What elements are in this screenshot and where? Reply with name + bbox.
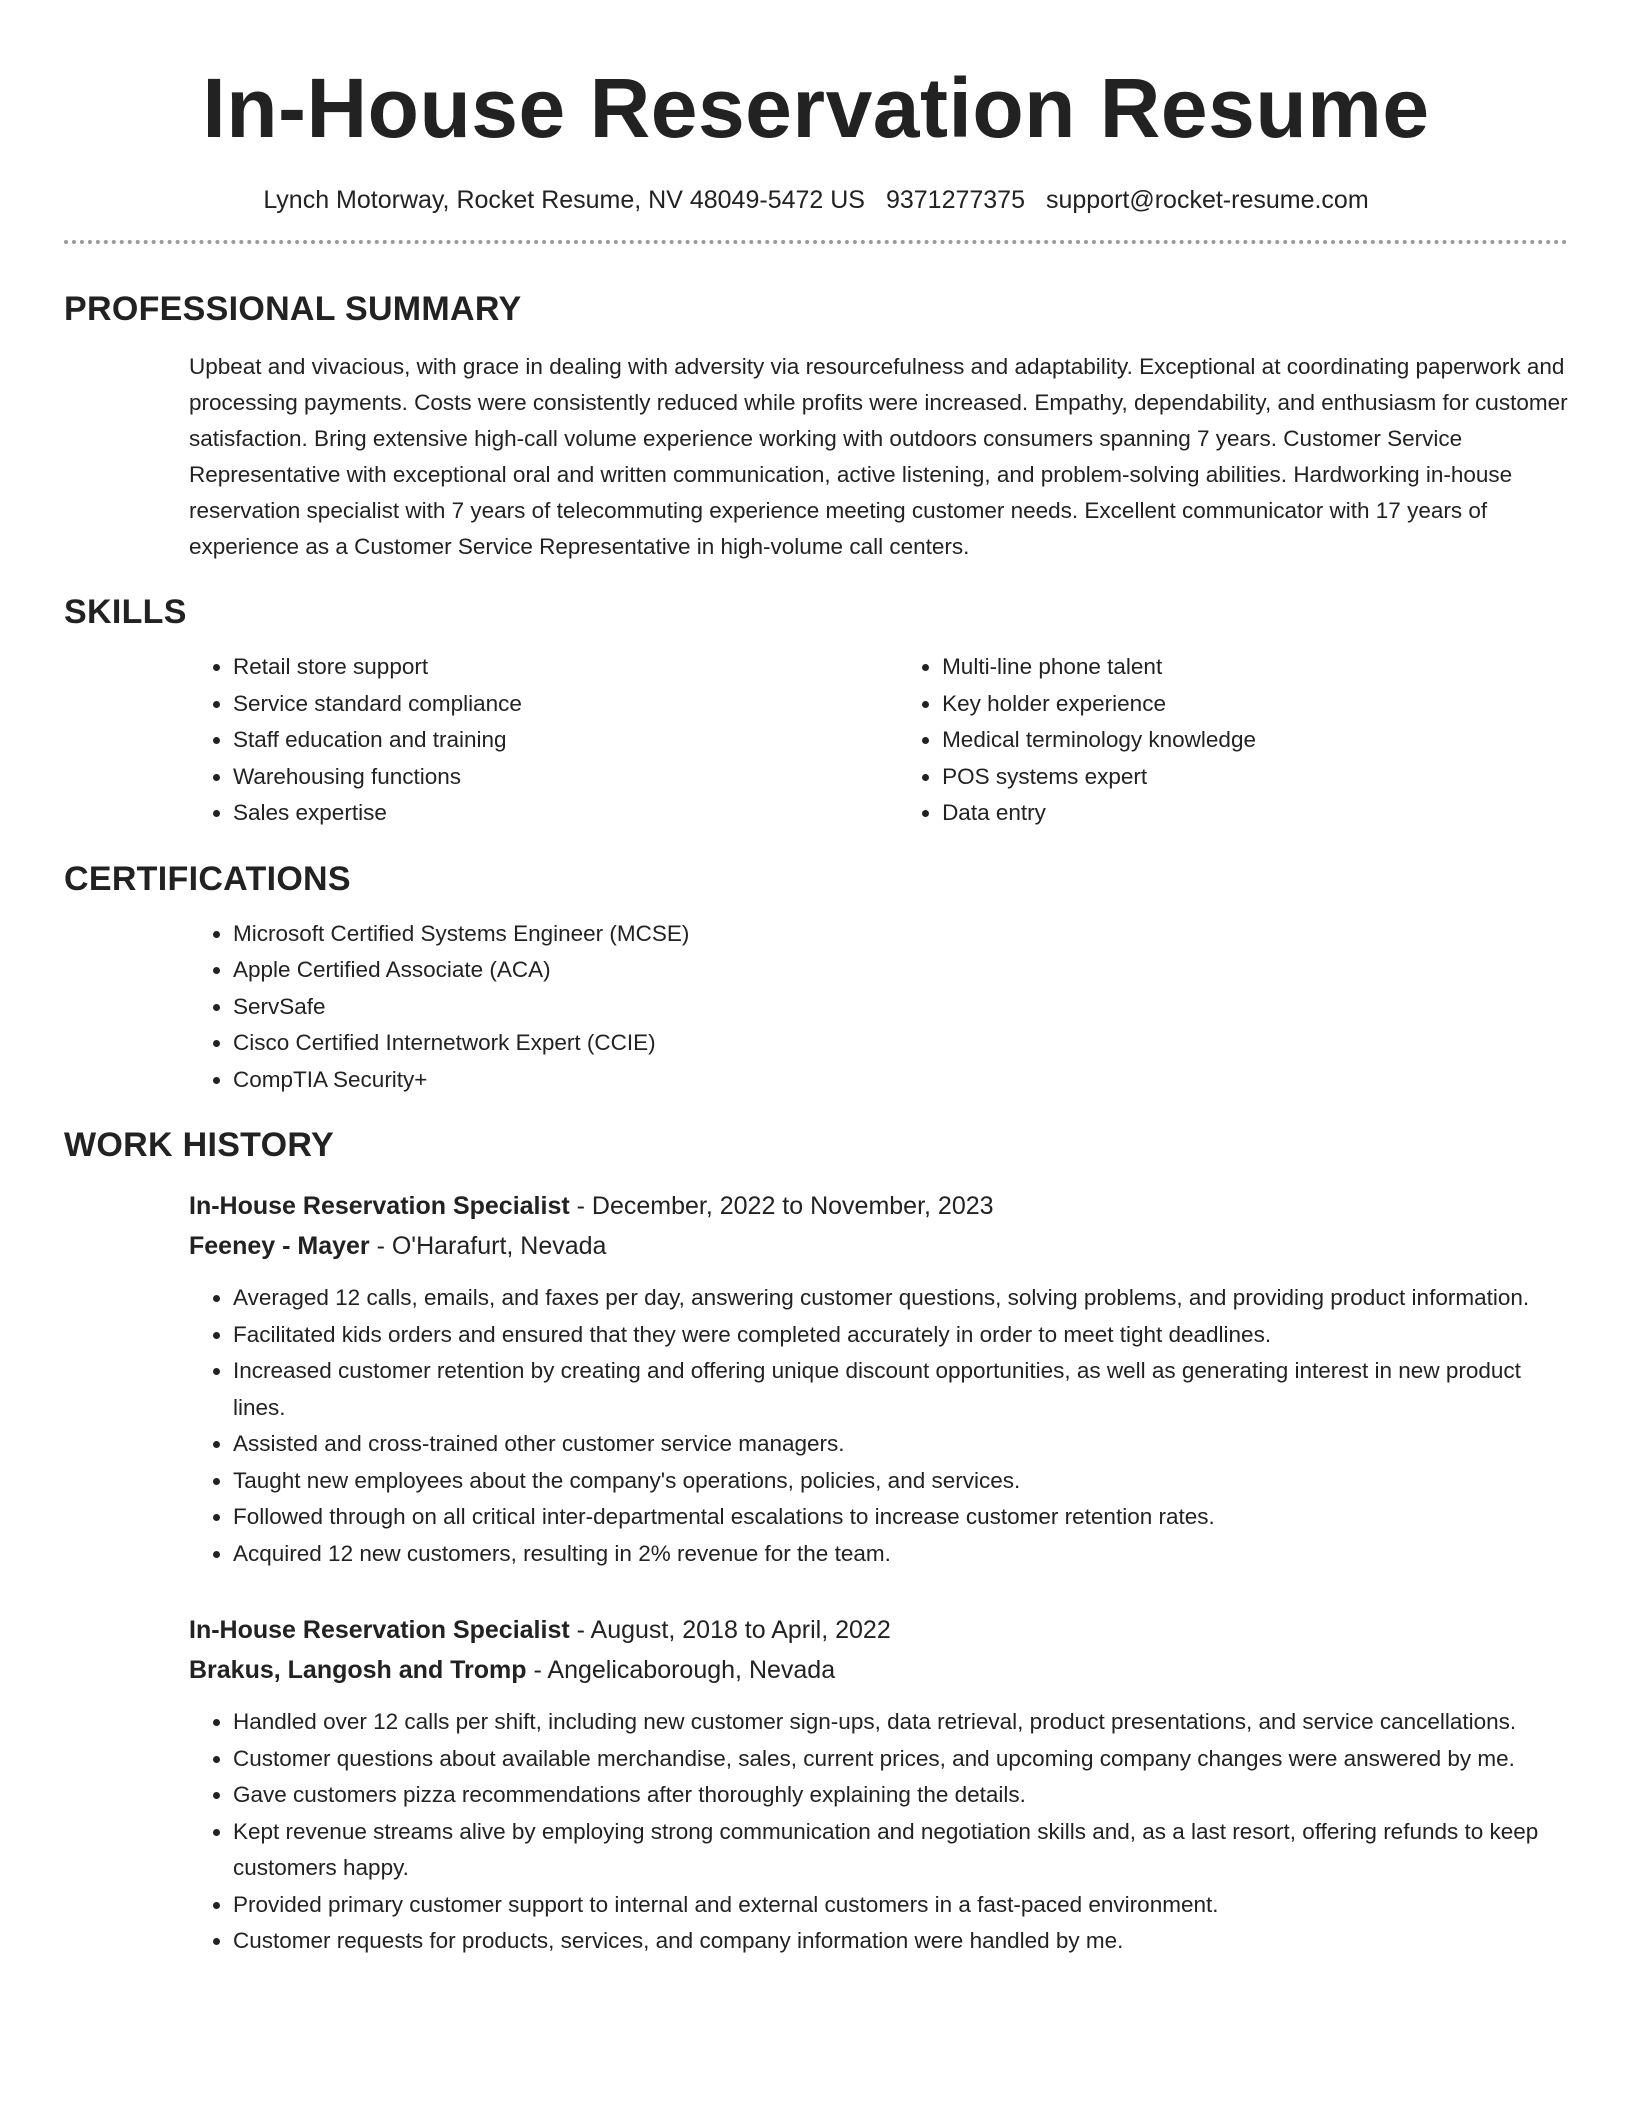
skill-item: • Staff education and training: [233, 722, 898, 759]
resume-title: In-House Reservation Resume: [202, 61, 1430, 155]
skill-item: • Data entry: [942, 795, 1568, 832]
job-bullet: • Handled over 12 calls per shift, including new customer sign-ups, data retrieval, product presentations, and service cancellations.: [233, 1704, 1568, 1741]
certification-item: • Microsoft Certified Systems Engineer (MCSE): [233, 916, 1568, 953]
job-title-line: [189, 1186, 1568, 1226]
job-bullet: • Assisted and cross-trained other customer service managers.: [233, 1426, 1568, 1463]
skill-item: • POS systems expert: [942, 759, 1568, 796]
skills-column-right: [898, 649, 1568, 832]
job-bullet: • Gave customers pizza recommendations after thoroughly explaining the details.: [233, 1777, 1568, 1814]
certification-item: • ServSafe: [233, 989, 1568, 1026]
certification-item: • Cisco Certified Internetwork Expert (CCIE): [233, 1025, 1568, 1062]
job-bullets: [189, 1704, 1568, 1960]
skills-list: [189, 649, 1568, 832]
skills-heading: SKILLS: [64, 593, 187, 631]
certifications-heading: CERTIFICATIONS: [64, 859, 351, 898]
job-bullet: • Averaged 12 calls, emails, and faxes per day, answering customer questions, solving problems, and providing product information.: [233, 1280, 1568, 1317]
work-history-heading: WORK HISTORY: [64, 1126, 334, 1164]
skill-item: • Service standard compliance: [233, 686, 898, 723]
job-bullets: [189, 1280, 1568, 1572]
job-dates: - August, 2018 to April, 2022: [569, 1616, 891, 1644]
job-bullet: • Kept revenue streams alive by employing strong communication and negotiation skills and, as a last resort, offering refunds to keep customers happy.: [233, 1814, 1568, 1887]
job-bullet: • Acquired 12 new customers, resulting in 2% revenue for the team.: [233, 1536, 1568, 1573]
contact-address: Lynch Motorway, Rocket Resume, NV 48049-5472 US: [263, 186, 865, 214]
job-title: In-House Reservation Specialist: [189, 1616, 570, 1644]
resume-page: [64, 0, 1568, 1960]
skill-item: • Multi-line phone talent: [942, 649, 1568, 686]
header-divider: [64, 240, 1568, 244]
job-company-line: [189, 1650, 1568, 1690]
job-bullet: • Followed through on all critical inter-departmental escalations to increase customer retention rates.: [233, 1499, 1568, 1536]
job-bullet: • Increased customer retention by creating and offering unique discount opportunities, as well as generating interest in new product lines.: [233, 1353, 1568, 1426]
job-entry: [189, 1610, 1568, 1960]
job-bullet: • Facilitated kids orders and ensured that they were completed accurately in order to meet tight deadlines.: [233, 1317, 1568, 1354]
job-entry: [189, 1186, 1568, 1572]
job-location: - O'Harafurt, Nevada: [369, 1232, 607, 1260]
contact-line: [64, 184, 1568, 216]
skill-item: • Medical terminology knowledge: [942, 722, 1568, 759]
certifications-list: [189, 916, 1568, 1099]
summary-heading: PROFESSIONAL SUMMARY: [64, 290, 522, 328]
job-company: Feeney - Mayer: [189, 1232, 370, 1260]
skills-column-left: [189, 649, 898, 832]
skill-item: • Retail store support: [233, 649, 898, 686]
job-dates: - December, 2022 to November, 2023: [569, 1192, 994, 1220]
job-company: Brakus, Langosh and Tromp: [189, 1656, 527, 1684]
job-location: - Angelicaborough, Nevada: [526, 1656, 836, 1684]
job-bullet: • Customer requests for products, services, and company information were handled by me.: [233, 1923, 1568, 1960]
summary-text: Upbeat and vivacious, with grace in dealing with adversity via resourcefulness and adaptability. Exceptional at coordinating paperwork and processing payments. Costs were consistently reduced while profits were increased. Empathy, dependability, and enthusiasm for customer satisfaction. Bring extensive high-call volume experience working with outdoors consumers spanning 7 years. Customer Service Representative with exceptional oral and written communication, active listening, and problem-solving abilities. Hardworking in-house reservation specialist with 7 years of telecommuting experience meeting customer needs. Excellent communicator with 17 years of experience as a Customer Service Representative in high-volume call centers.: [189, 354, 1568, 559]
skill-item: • Key holder experience: [942, 686, 1568, 723]
job-bullet: • Taught new employees about the company's operations, policies, and services.: [233, 1463, 1568, 1500]
skill-item: • Sales expertise: [233, 795, 898, 832]
certification-item: • CompTIA Security+: [233, 1062, 1568, 1099]
job-bullet: • Provided primary customer support to internal and external customers in a fast-paced environment.: [233, 1887, 1568, 1924]
job-bullet: • Customer questions about available merchandise, sales, current prices, and upcoming company changes were answered by me.: [233, 1741, 1568, 1778]
contact-email: support@rocket-resume.com: [1045, 186, 1369, 214]
job-company-line: [189, 1226, 1568, 1266]
contact-phone: 9371277375: [885, 186, 1025, 214]
skill-item: • Warehousing functions: [233, 759, 898, 796]
job-title: In-House Reservation Specialist: [189, 1192, 570, 1220]
certification-item: • Apple Certified Associate (ACA): [233, 952, 1568, 989]
job-title-line: [189, 1610, 1568, 1650]
